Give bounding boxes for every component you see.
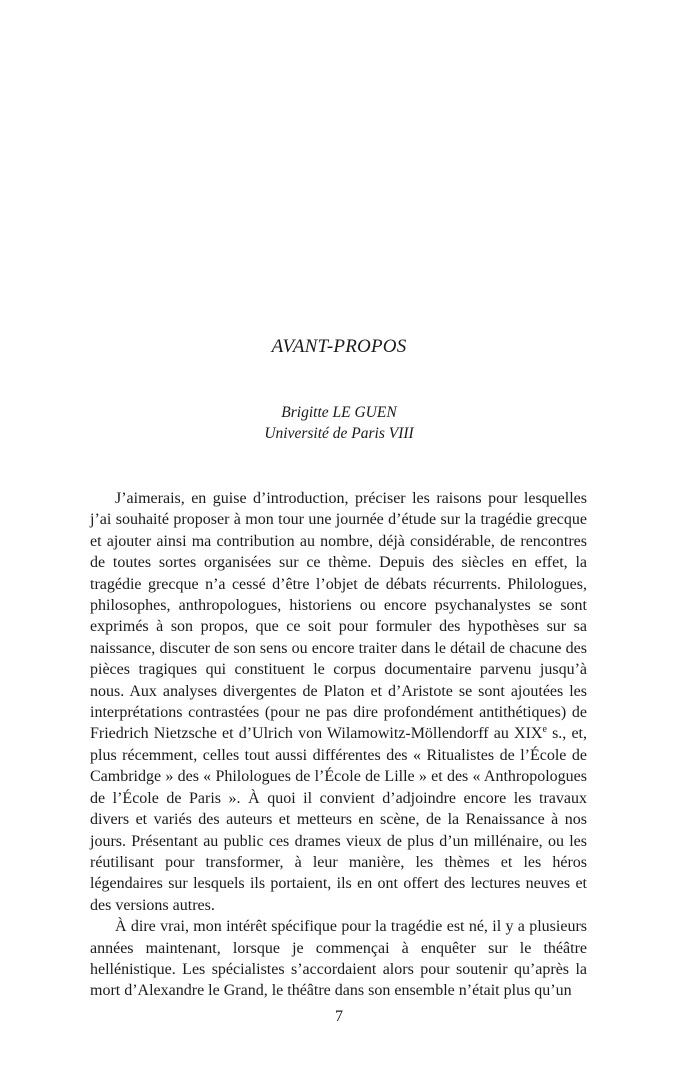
paragraph-2: À dire vrai, mon intérêt spécifique pour la tragédie est né, il y a plusieurs années maintenant, lorsque je commençai à enquêter sur le théâtre hellénistique. Les spécialistes s’accordaient alors pour soutenir qu’après la mort d’Alexandre le Grand, le théâtre dans son ensemble n’était plus qu’un — [90, 918, 587, 1000]
century-superscript: e — [542, 724, 547, 736]
page-number: 7 — [335, 1008, 343, 1025]
body-text — [90, 488, 587, 1002]
page-title: AVANT-PROPOS — [271, 336, 407, 357]
author-name: Brigitte LE GUEN — [281, 404, 397, 421]
author-block — [0, 402, 678, 444]
author-affiliation: Université de Paris VIII — [264, 425, 414, 442]
paragraph-1-text-b: s., et, plus récemment, celles tout aussi différentes des « Ritualistes de l’École de Cambridge » des « Philologues de l’École de Lille » et des « Anthropologues de l’École de Paris ». À quoi il convient d’adjoindre encore les travaux divers et variés des auteurs et metteurs en scène, de la Renaissance à nos jours. Présentant au public ces drames vieux de plus d’un millénaire, ou les réutilisant pour transformer, à leur manière, les thèmes et les héros légendaires sur lesquels ils portaient, ils en ont offert des lectures neuves et des versions autres. — [90, 725, 587, 914]
paragraph-1 — [90, 488, 587, 916]
paragraph-1-text-a: J’aimerais, en guise d’introduction, préciser les raisons pour lesquelles j’ai souhaité proposer à mon tour une journée d’étude sur la tragédie grecque et ajouter ainsi ma contribution au nombre, déjà considérable, de rencontres de toutes sortes organisées sur ce thème. Depuis des siècles en effet, la tragédie grecque n’a cessé d’être l’objet de débats récurrents. Philologues, philosophes, anthropologues, historiens ou encore psychanalystes se sont exprimés à son propos, que ce soit pour formuler des hypothèses sur sa naissance, discuter de son sens ou encore traiter dans le détail de chacune des pièces tragiques qui constituent le corpus documentaire parvenu jusqu’à nous. Aux analyses divergentes de Platon et d’Aristote se sont ajoutées les interprétations contrastées (pour ne pas dire profondément antithétiques) de Friedrich Nietzsche et d’Ulrich von Wilamowitz-Möllendorff au XIX — [90, 490, 587, 743]
